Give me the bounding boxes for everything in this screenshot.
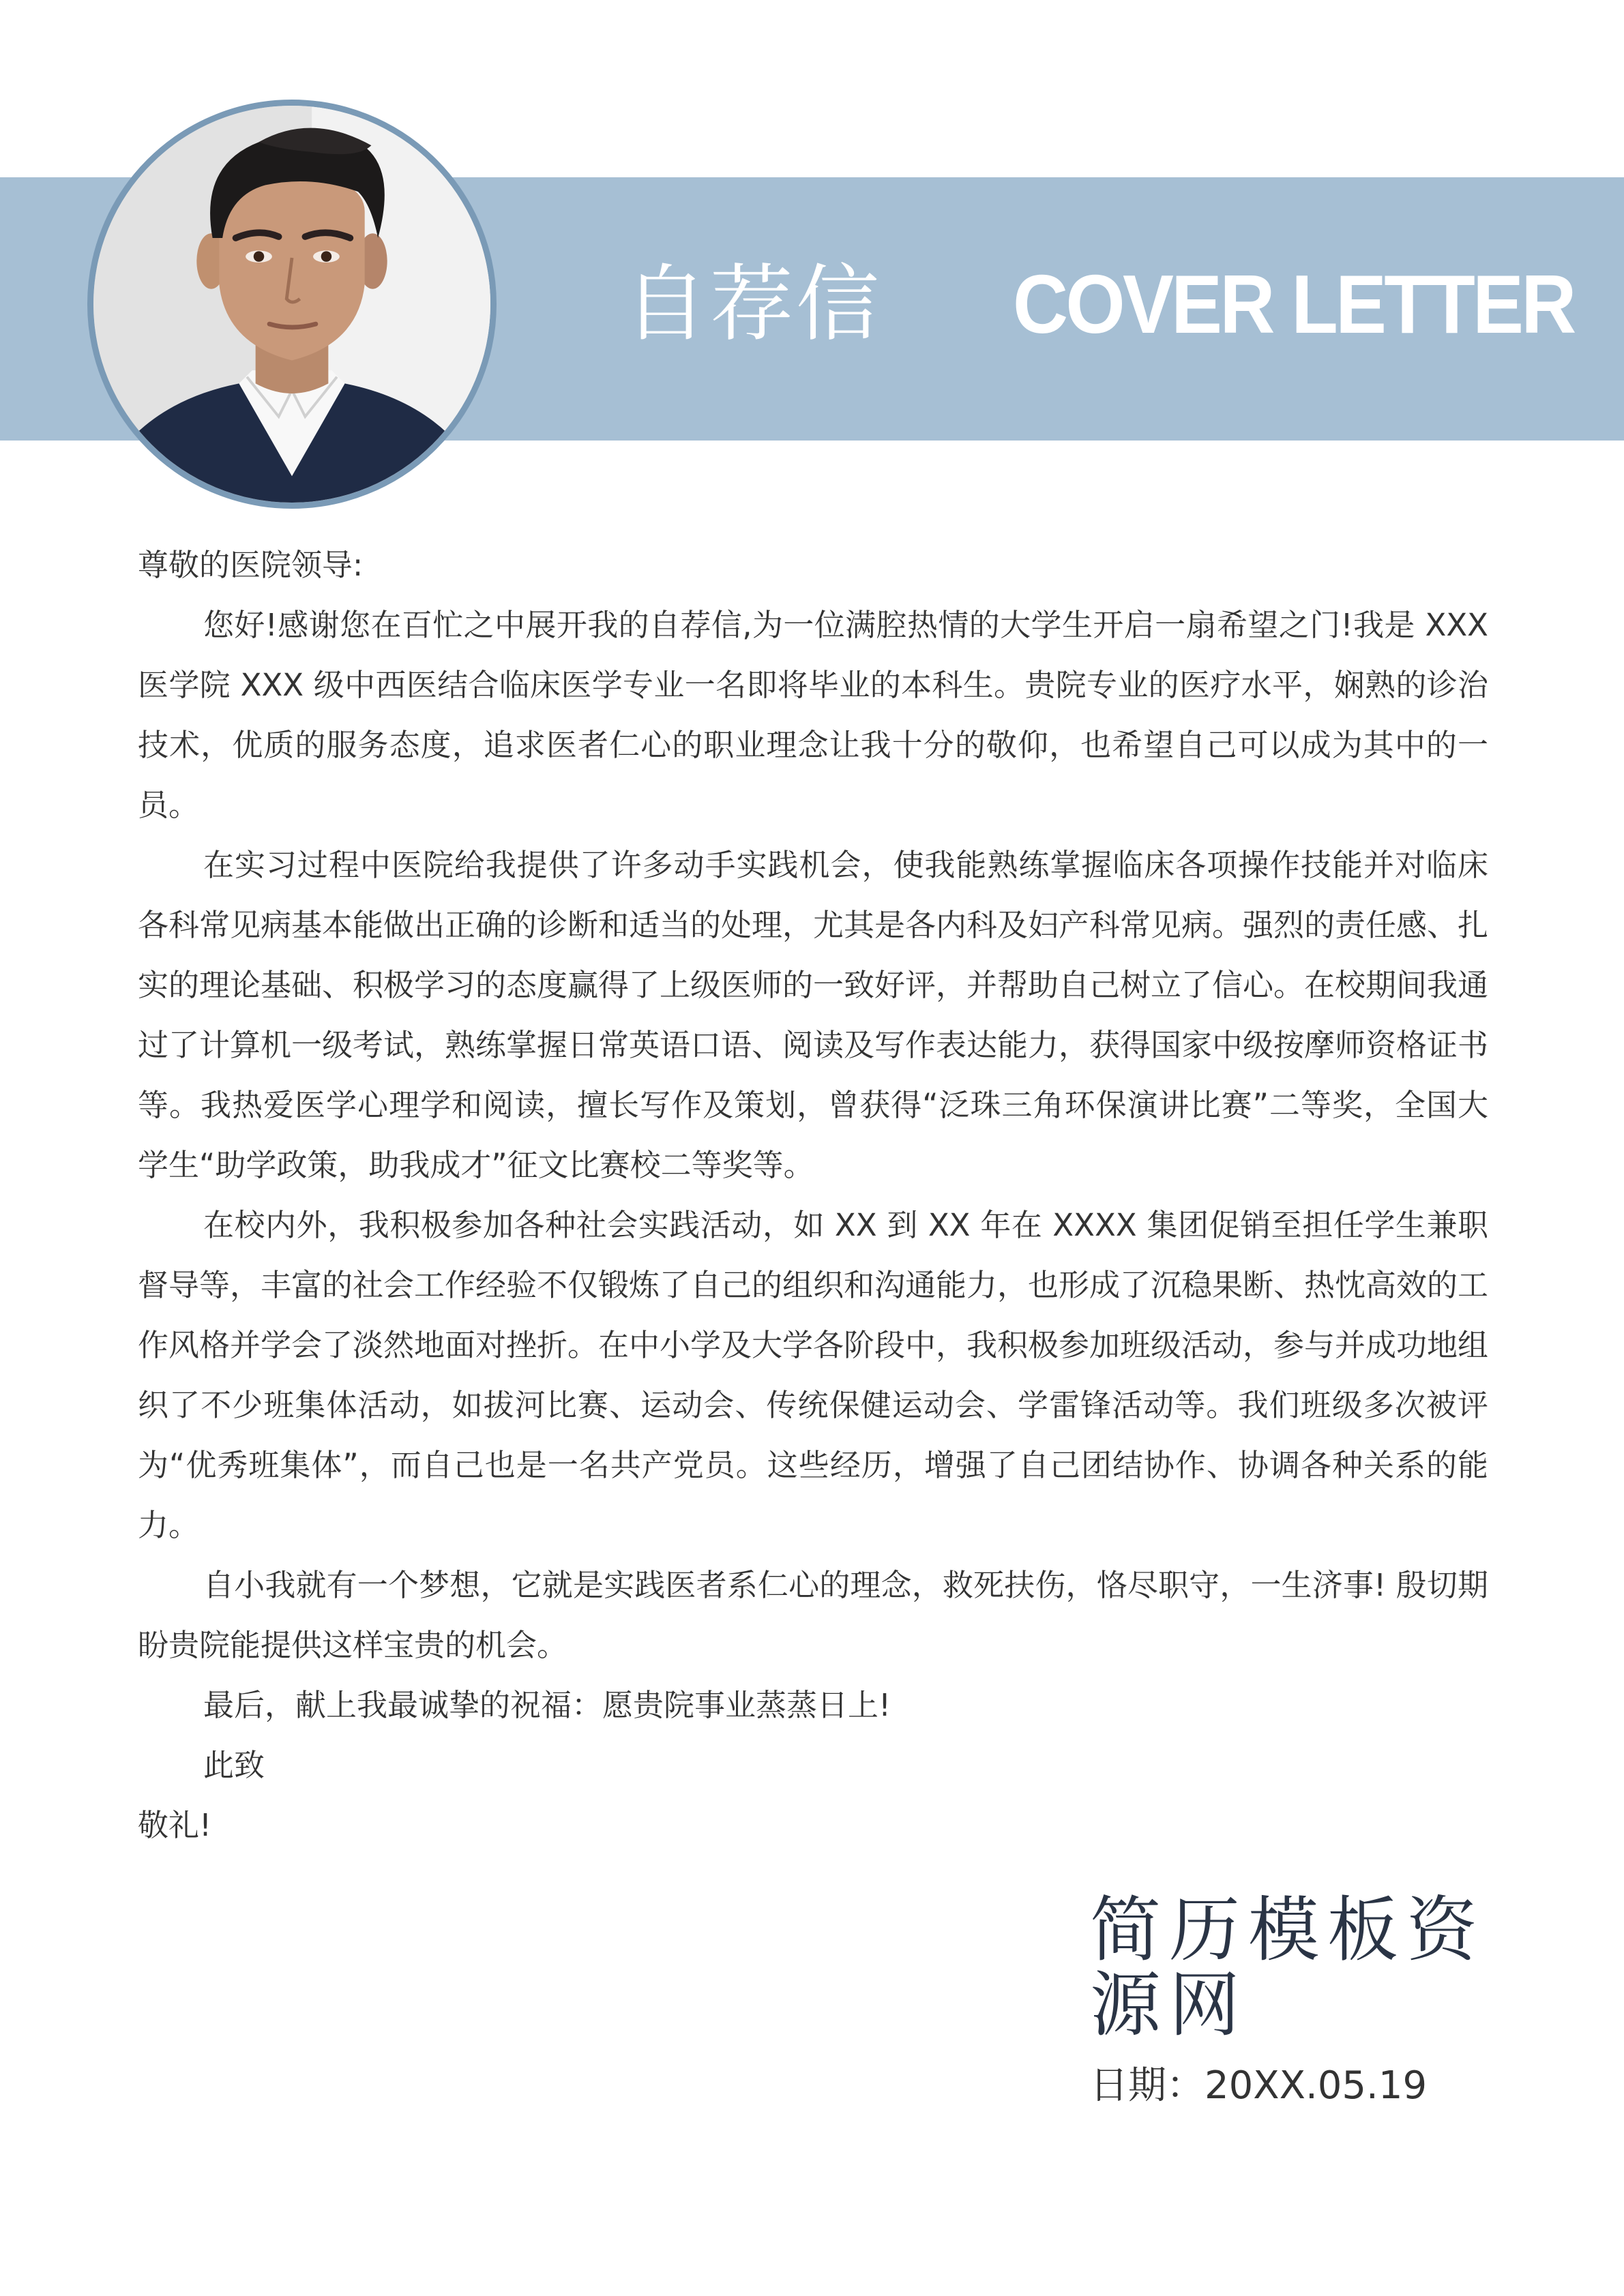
closing-regards: 此致: [203, 1747, 265, 1783]
page-title-cn: 自荐信: [624, 256, 882, 353]
page-title-en: COVER LETTER: [1013, 258, 1574, 351]
paragraph-dream: 自小我就有一个梦想，它就是实践医者系仁心的理念，救死扶伤，恪尽职守，一生济事! 殷切期盼贵院能提供这样宝贵的机会。: [138, 1567, 1488, 1663]
portrait-icon: [93, 106, 490, 503]
paragraph-intro: 您好!感谢您在百忙之中展开我的自荐信,为一位满腔热情的大学生开启一扇希望之门!我是 XXX 医学院 XXX 级中西医结合临床医学专业一名即将毕业的本科生。贵院专业的医疗水平，娴熟的诊治技术，优质的服务态度，追求医者仁心的职业理念让我十分的敬仰，也希望自己可以成为其中的一员。: [138, 607, 1488, 823]
paragraph-wishes: 最后，献上我最诚挚的祝福：愿贵院事业蒸蒸日上!: [203, 1687, 891, 1723]
paragraph-internship: 在实习过程中医院给我提供了许多动手实践机会，使我能熟练掌握临床各项操作技能并对临床各科常见病基本能做出正确的诊断和适当的处理，尤其是各内科及妇产科常见病。强烈的责任感、扎实的理论基础、积极学习的态度赢得了上级医师的一致好评，并帮助自己树立了信心。在校期间我通过了计算机一级考试，熟练掌握日常英语口语、阅读及写作表达能力，获得国家中级按摩师资格证书等。我热爱医学心理学和阅读，擅长写作及策划，曾获得“泛珠三角环保演讲比赛”二等奖，全国大学生“助学政策，助我成才”征文比赛校二等奖等。: [138, 847, 1489, 1183]
salutation: 尊敬的医院领导:: [138, 547, 364, 583]
signature-date: 日期：20XX.05.19: [1090, 2063, 1428, 2108]
avatar: [87, 100, 497, 509]
closing-salute: 敬礼!: [138, 1807, 212, 1843]
signature-name: 简历模板资源网: [1090, 1888, 1486, 2046]
paragraph-activities: 在校内外，我积极参加各种社会实践活动，如 XX 到 XX 年在 XXXX 集团促销至担任学生兼职督导等，丰富的社会工作经验不仅锻炼了自己的组织和沟通能力，也形成了沉稳果断、热忱高效的工作风格并学会了淡然地面对挫折。在中小学及大学各阶段中，我积极参加班级活动，参与并成功地组织了不少班集体活动，如拔河比赛、运动会、传统保健运动会、学雷锋活动等。我们班级多次被评为“优秀班集体”，而自己也是一名共产党员。这些经历，增强了自己团结协作、协调各种关系的能力。: [138, 1207, 1489, 1543]
letter-body: [138, 535, 1488, 1855]
